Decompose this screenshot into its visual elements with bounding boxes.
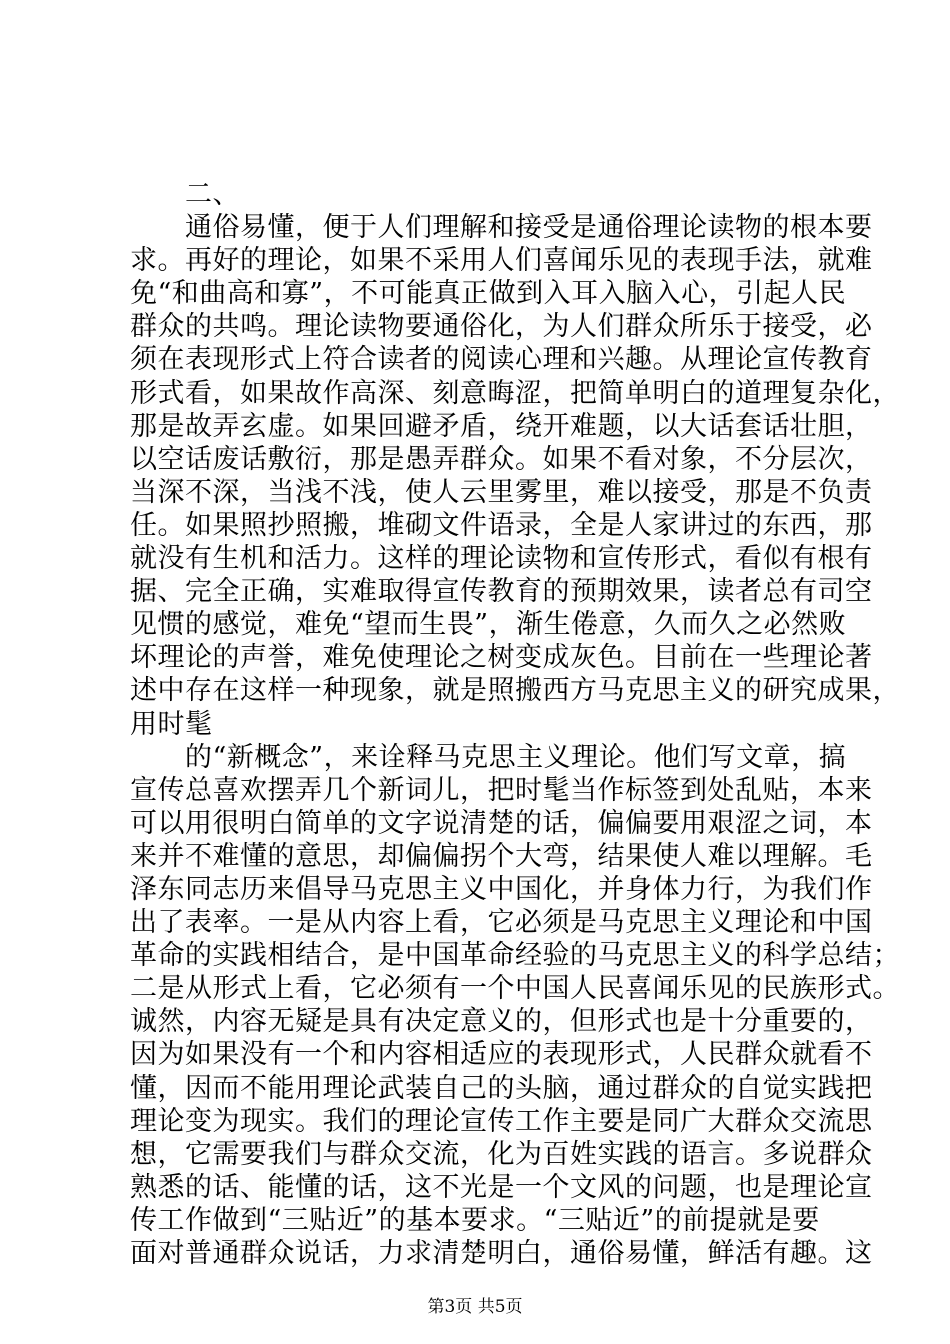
section-heading: 二、 [185,179,240,210]
text-line: 用时髦 [130,708,213,740]
text-line: 那是故弄玄虚。如果回避矛盾，绕开难题，以大话套话壮胆， [130,410,873,442]
text-line: 当深不深，当浅不浅，使人云里雾里，难以接受，那是不负责 [130,476,873,508]
text-line: 形式看，如果故作高深、刻意晦涩，把简单明白的道理复杂化， [130,377,900,409]
text-line: 的“新概念”，来诠释马克思主义理论。他们写文章，搞 [185,741,847,773]
text-line: 通俗易懂，便于人们理解和接受是通俗理论读物的根本要 [185,212,873,244]
text-line: 革命的实践相结合，是中国革命经验的马克思主义的科学总结； [130,940,900,972]
text-line: 诚然，内容无疑是具有决定意义的，但形式也是十分重要的， [130,1006,873,1038]
text-line: 任。如果照抄照搬，堆砌文件语录，全是人家讲过的东西，那 [130,509,873,541]
paragraph-1 [130,211,900,741]
text-line: 来并不难懂的意思，却偏偏拐个大弯，结果使人难以理解。毛 [130,840,873,872]
text-line: 就没有生机和活力。这样的理论读物和宣传形式，看似有根有 [130,543,873,575]
text-line: 群众的共鸣。理论读物要通俗化，为人们群众所乐于接受，必 [130,311,873,343]
text-line: 以空话废话敷衍，那是愚弄群众。如果不看对象，不分层次， [130,443,873,475]
text-line: 出了表率。一是从内容上看，它必须是马克思主义理论和中国 [130,907,873,939]
text-line: 面对普通群众说话，力求清楚明白，通俗易懂，鲜活有趣。这 [130,1238,873,1269]
text-line: 理论变为现实。我们的理论宣传工作主要是同广大群众交流思 [130,1105,873,1137]
text-line: 想，它需要我们与群众交流，化为百姓实践的语言。多说群众 [130,1138,873,1170]
document-body [130,178,900,1270]
text-line: 二是从形式上看，它必须有一个中国人民喜闻乐见的民族形式。 [130,973,900,1005]
text-line: 熟悉的话、能懂的话，这不光是一个文风的问题，也是理论宣 [130,1171,873,1203]
text-line: 泽东同志历来倡导马克思主义中国化，并身体力行，为我们作 [130,873,873,905]
text-line: 须在表现形式上符合读者的阅读心理和兴趣。从理论宣传教育 [130,344,873,376]
text-line: 因为如果没有一个和内容相适应的表现形式，人民群众就看不 [130,1039,873,1071]
text-line: 可以用很明白简单的文字说清楚的话，偏偏要用艰涩之词，本 [130,807,873,839]
text-line: 坏理论的声誉，难免使理论之树变成灰色。目前在一些理论著 [130,642,873,674]
paragraph-2 [130,741,900,1271]
text-line: 据、完全正确，实难取得宣传教育的预期效果，读者总有司空 [130,576,873,608]
text-line: 见惯的感觉，难免“望而生畏”，渐生倦意，久而久之必然败 [130,609,847,641]
text-line: 述中存在这样一种现象，就是照搬西方马克思主义的研究成果， [130,675,900,707]
text-line: 求。再好的理论，如果不采用人们喜闻乐见的表现手法，就难 [130,245,873,277]
text-line: 免“和曲高和寡”，不可能真正做到入耳入脑入心，引起人民 [130,278,847,310]
text-line: 宣传总喜欢摆弄几个新词儿，把时髦当作标签到处乱贴，本来 [130,774,873,806]
page-number-footer: 第3页 共5页 [427,1297,523,1317]
text-line: 懂，因而不能用理论武装自己的头脑，通过群众的自觉实践把 [130,1072,873,1104]
text-line: 传工作做到“三贴近”的基本要求。“三贴近”的前提就是要 [130,1204,820,1236]
